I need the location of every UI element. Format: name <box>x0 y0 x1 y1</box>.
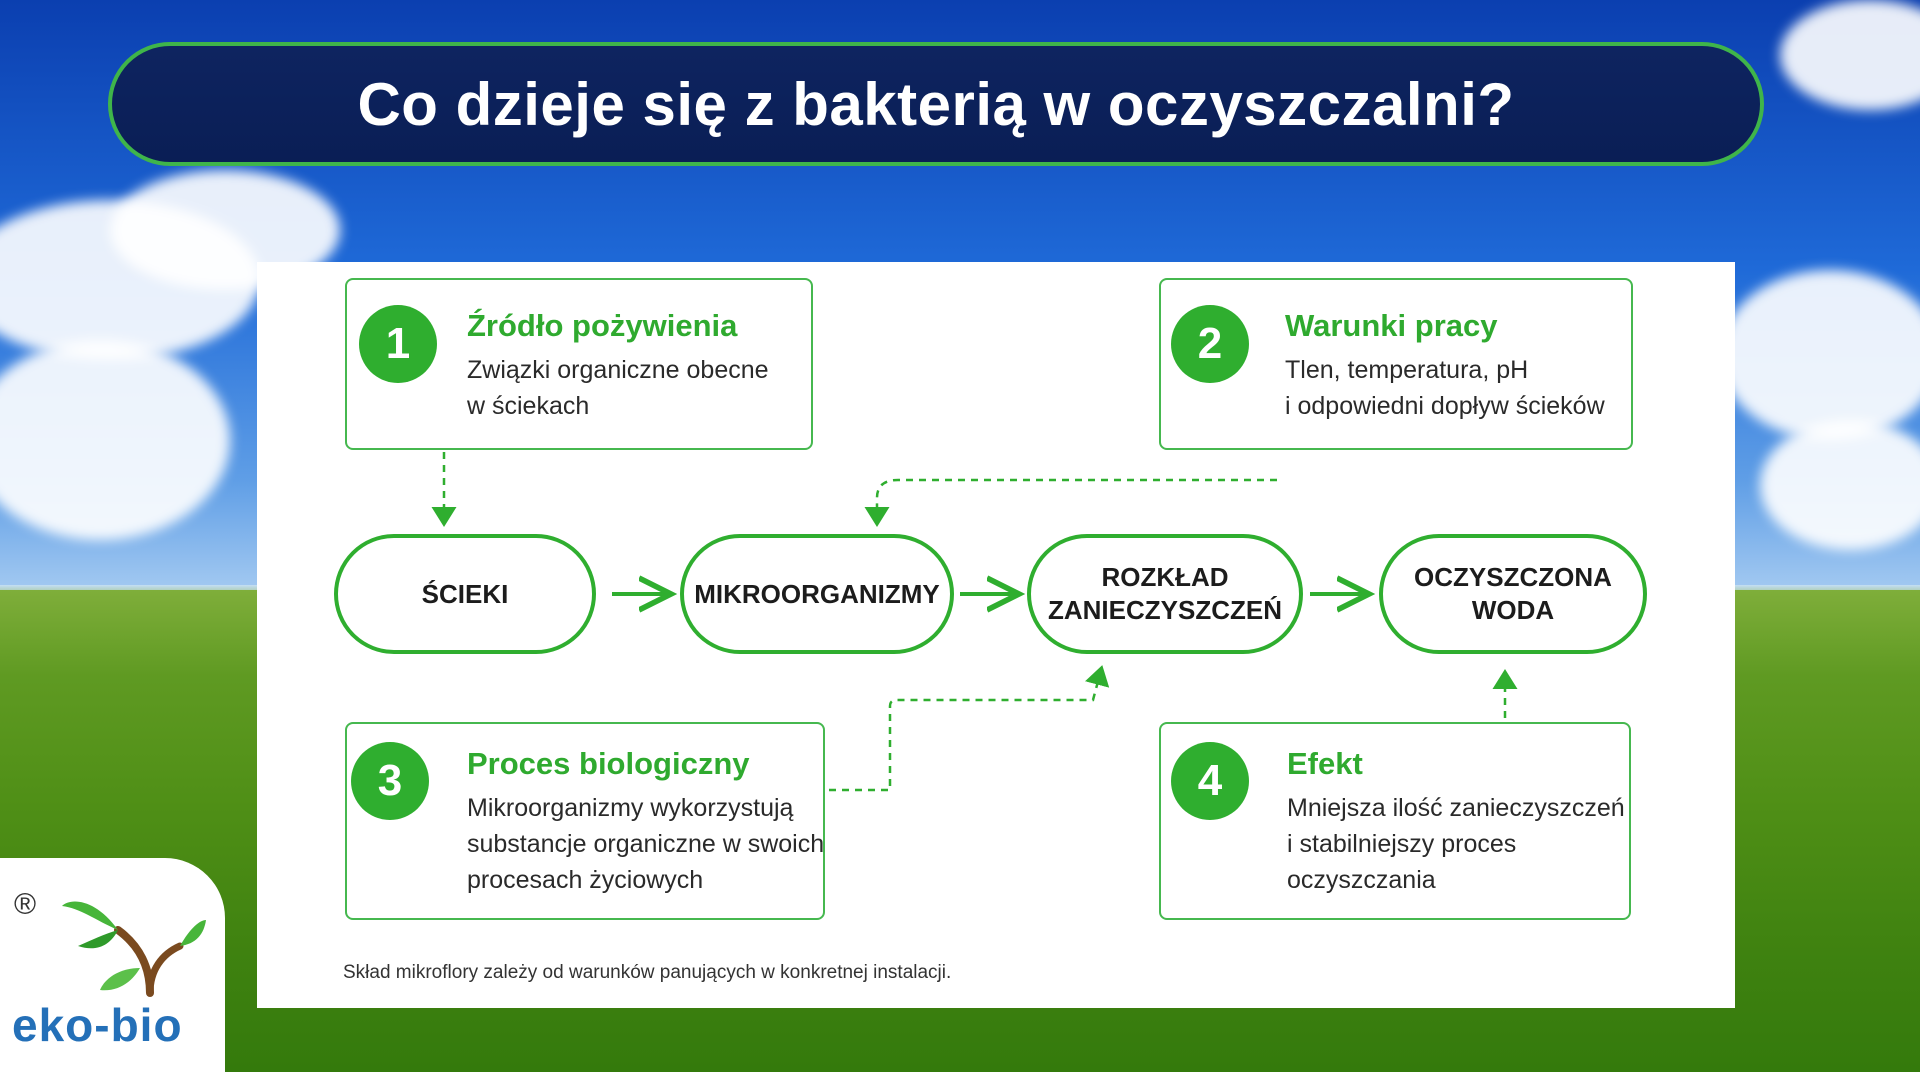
box-text-line: Tlen, temperatura, pH <box>1285 356 1529 384</box>
diagram-panel <box>257 262 1735 1008</box>
flow-step-microorganisms <box>680 534 954 654</box>
box-description <box>467 352 769 424</box>
step-number-badge: 2 <box>1171 305 1249 383</box>
page-title: Co dzieje się z bakterią w oczyszczalni? <box>357 70 1515 138</box>
box-title: Efekt <box>1287 746 1363 781</box>
box-title: Warunki pracy <box>1285 308 1498 343</box>
flow-step-label: WODA <box>1471 595 1555 625</box>
dashed-arrow <box>877 480 1277 522</box>
info-box-effect <box>1159 722 1631 920</box>
flow-step-label: ZANIECZYSZCZEŃ <box>1048 595 1282 625</box>
box-text-line: Mniejsza ilość zanieczyszczeń <box>1287 794 1625 822</box>
brand-logo <box>0 858 225 1072</box>
box-text-line: oczyszczania <box>1287 866 1436 894</box>
box-text-line: procesach życiowych <box>467 866 704 894</box>
box-title: Proces biologiczny <box>467 746 750 781</box>
flow-step-label: OCZYSZCZONA <box>1414 562 1612 592</box>
flow-step-wastewater <box>334 534 596 654</box>
flow-step-label: MIKROORGANIZMY <box>694 578 940 609</box>
box-text-line: Mikroorganizmy wykorzystują <box>467 794 794 822</box>
title-banner <box>108 42 1764 166</box>
box-title: Źródło pożywienia <box>467 308 738 343</box>
info-box-working-conditions <box>1159 278 1633 450</box>
box-description <box>467 790 824 898</box>
flow-step-clean-water <box>1379 534 1647 654</box>
box-text-line: i stabilniejszy proces <box>1287 830 1517 858</box>
step-number-badge: 3 <box>351 742 429 820</box>
step-number-badge: 4 <box>1171 742 1249 820</box>
brand-name: eko-bio <box>12 999 183 1051</box>
registered-mark: ® <box>14 888 37 921</box>
box-text-line: i odpowiedni dopływ ścieków <box>1285 392 1605 420</box>
footnote: Skład mikroflory zależy od warunków panujących w konkretnej instalacji. <box>343 962 952 983</box>
flow-step-decomposition <box>1027 534 1303 654</box>
box-text-line: Związki organiczne obecne <box>467 356 769 384</box>
flow-step-label: ROZKŁAD <box>1101 562 1229 592</box>
flow-step-label: ŚCIEKI <box>421 578 509 609</box>
step-number-badge: 1 <box>359 305 437 383</box>
box-text-line: substancje organiczne w swoich <box>467 830 825 858</box>
box-text-line: w ściekach <box>467 392 590 420</box>
dashed-arrow <box>829 670 1101 790</box>
box-description <box>1287 790 1625 898</box>
info-box-food-source <box>345 278 813 450</box>
info-box-biological-process <box>345 722 825 920</box>
box-description <box>1285 352 1605 424</box>
